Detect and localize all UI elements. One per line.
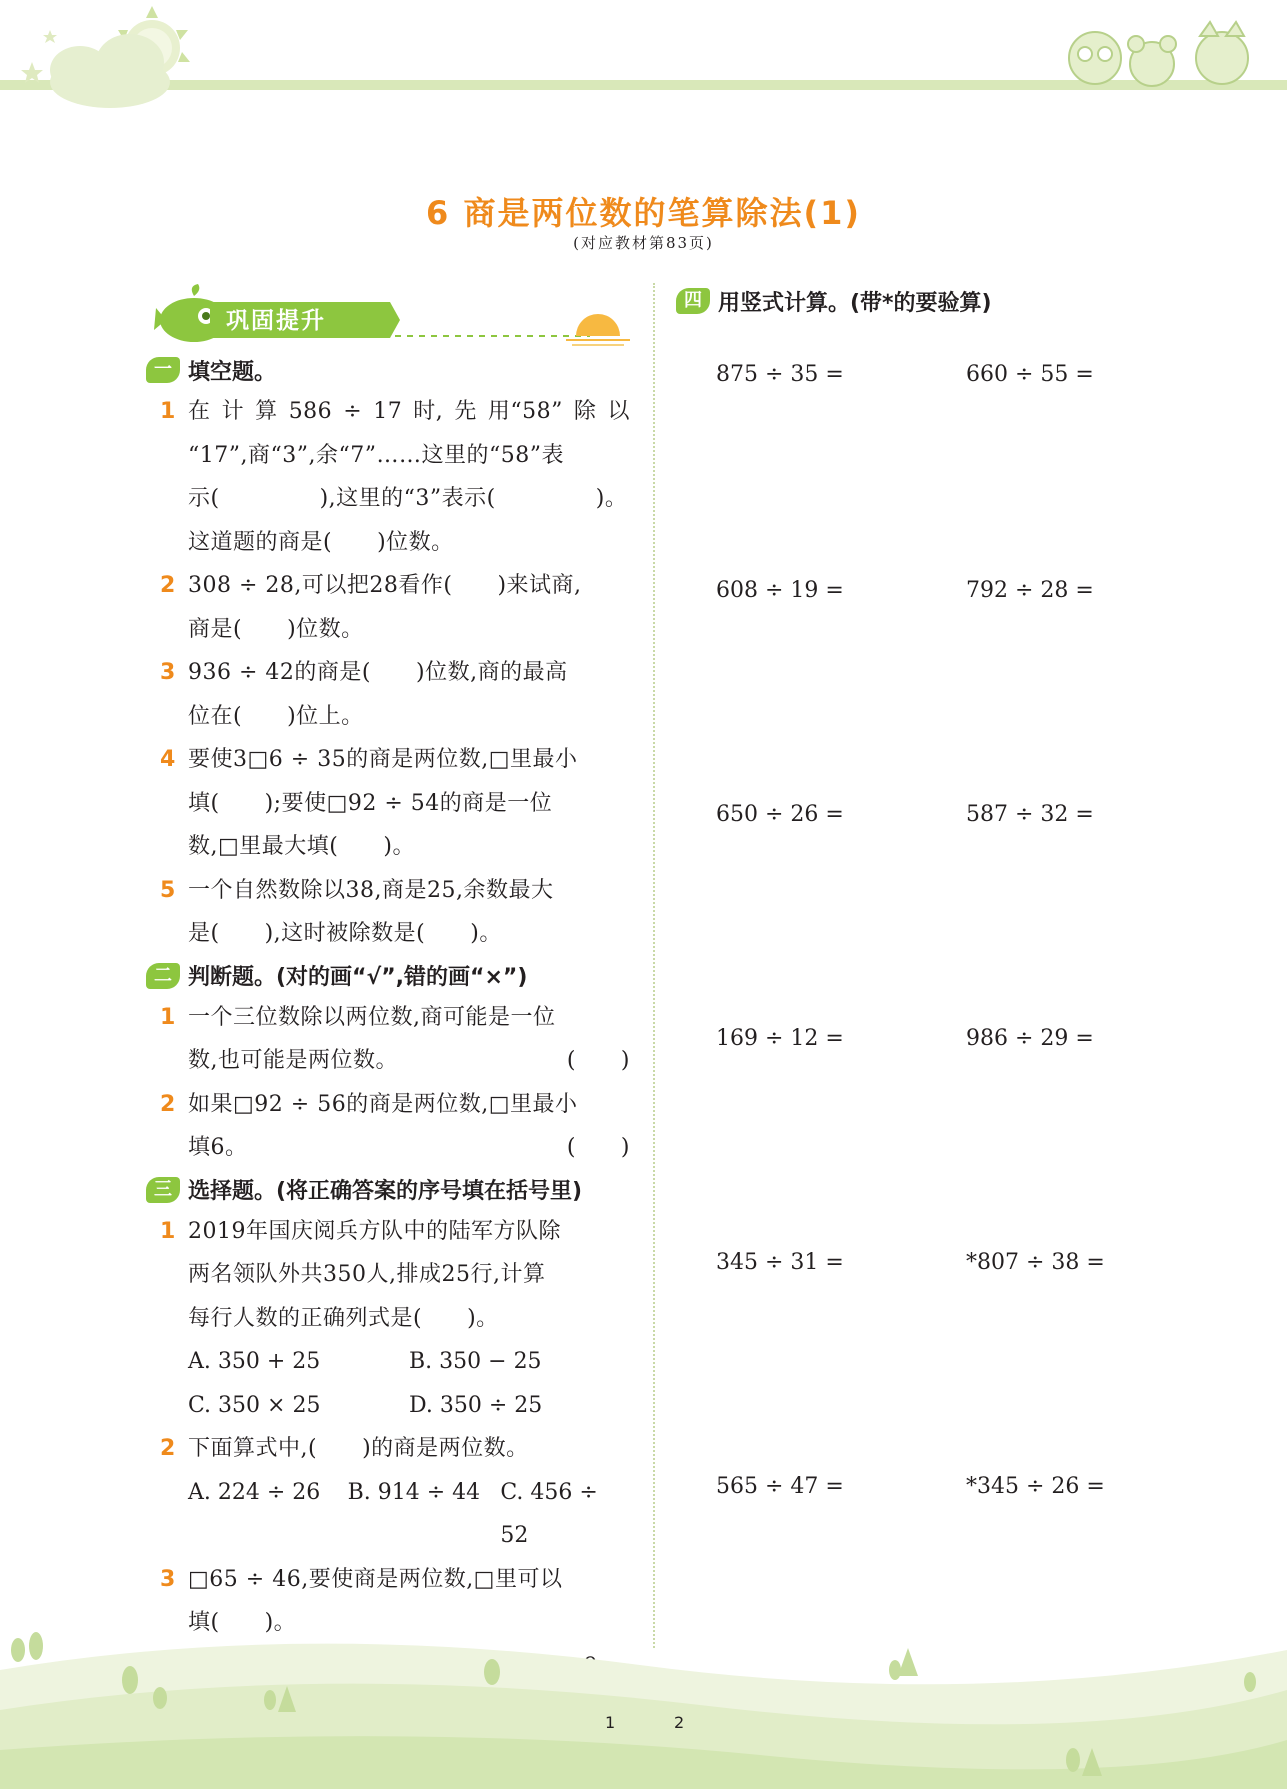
- calc-problem: *345 ÷ 26 =: [966, 1474, 1105, 1499]
- section-title: 填空题。: [188, 359, 277, 385]
- fill-question-1: [150, 390, 630, 564]
- question-line: 一个自然数除以38,商是25,余数最大: [188, 877, 554, 903]
- question-line: 位在( )位上。: [188, 703, 364, 729]
- section-judge-heading: [146, 956, 630, 996]
- question-line: 936 ÷ 42的商是( )位数,商的最高: [188, 660, 568, 685]
- fill-question-5: [150, 869, 630, 956]
- option-a[interactable]: A. 350 + 25: [188, 1349, 321, 1374]
- section-title: 判断题。(对的画“√”,错的画“×”): [188, 965, 528, 990]
- question-number: 4: [160, 747, 176, 772]
- question-line: “17”,商“3”,余“7”……这里的“58”表: [188, 442, 564, 468]
- section-vertical-heading: [676, 282, 1276, 320]
- answer-parentheses[interactable]: ( ): [566, 1048, 630, 1073]
- question-line: 商是( )位数。: [188, 616, 364, 642]
- question-line: 数,□里最大填( )。: [188, 834, 415, 859]
- question-number: 1: [160, 1218, 176, 1244]
- fill-question-2: [150, 564, 630, 651]
- calc-problem: 565 ÷ 47 =: [716, 1474, 844, 1499]
- option-c[interactable]: C. 456 ÷ 52: [500, 1479, 598, 1548]
- question-number: 5: [160, 877, 176, 903]
- question-line: 下面算式中,( )的商是两位数。: [188, 1436, 529, 1461]
- choose-question-1: [150, 1210, 630, 1428]
- question-line: 是( ),这时被除数是( )。: [188, 921, 502, 946]
- option-b[interactable]: B. 914 ÷ 44: [347, 1479, 481, 1505]
- option-d[interactable]: D. 350 ÷ 25: [409, 1392, 543, 1418]
- column-divider: [653, 283, 655, 1648]
- question-line: 两名领队外共350人,排成25行,计算: [188, 1262, 546, 1287]
- question-number: 2: [160, 1091, 176, 1117]
- animal-faces-icon: [1069, 22, 1248, 86]
- option-a[interactable]: A. 224 ÷ 26: [188, 1479, 321, 1505]
- page-title: 6 商是两位数的笔算除法(1): [426, 194, 861, 232]
- banner-label: 巩固提升: [226, 308, 326, 334]
- section-badge: 二: [146, 963, 180, 989]
- question-number: 2: [160, 1436, 176, 1461]
- question-number: 1: [160, 399, 176, 424]
- question-line: 要使3□6 ÷ 35的商是两位数,□里最小: [188, 747, 578, 772]
- question-line: 示( ),这里的“3”表示( )。: [188, 486, 628, 511]
- question-line: □65 ÷ 46,要使商是两位数,□里可以: [188, 1566, 563, 1592]
- calc-problem: 587 ÷ 32 =: [966, 802, 1094, 827]
- question-number: 1: [160, 1004, 176, 1030]
- option-b[interactable]: B. 350 − 25: [409, 1349, 542, 1374]
- header-decoration: [0, 0, 1287, 120]
- calc-problem: 660 ÷ 55 =: [966, 362, 1094, 387]
- question-number: 3: [160, 1566, 176, 1592]
- calc-problem: 169 ÷ 12 =: [716, 1026, 844, 1051]
- question-line: 这道题的商是( )位数。: [188, 529, 454, 555]
- fill-question-3: [150, 651, 630, 738]
- calc-problem: 608 ÷ 19 =: [716, 578, 844, 603]
- calc-problem: 345 ÷ 31 =: [716, 1250, 844, 1275]
- choose-question-2: [150, 1427, 630, 1558]
- question-number: 2: [160, 573, 176, 598]
- section-banner: [150, 280, 630, 350]
- footer-landscape: [0, 1630, 1287, 1789]
- calc-problem: 650 ÷ 26 =: [716, 802, 844, 827]
- question-line: 2019年国庆阅兵方队中的陆军方队除: [188, 1218, 561, 1244]
- section-badge: 一: [146, 357, 180, 383]
- calc-problem: 986 ÷ 29 =: [966, 1026, 1094, 1051]
- calc-problem: 875 ÷ 35 =: [716, 362, 844, 387]
- cloud-icon: [50, 34, 170, 108]
- question-number: 3: [160, 660, 176, 685]
- option-row: [188, 1384, 630, 1428]
- left-column: [150, 280, 630, 1688]
- answer-parentheses[interactable]: ( ): [566, 1135, 630, 1160]
- option-row: [188, 1471, 630, 1558]
- question-line: 308 ÷ 28,可以把28看作( )来试商,: [188, 573, 582, 598]
- section-title: 选择题。(将正确答案的序号填在括号里): [188, 1179, 583, 1204]
- question-line: 填( );要使□92 ÷ 54的商是一位: [188, 790, 553, 816]
- page-subtitle: (对应教材第83页): [573, 234, 714, 252]
- question-line: 填6。 ( ): [188, 1126, 630, 1170]
- option-c[interactable]: C. 350 × 25: [188, 1392, 321, 1418]
- judge-question-1: [150, 996, 630, 1083]
- sunset-icon: [566, 314, 630, 345]
- page-number-right: 2: [674, 1713, 685, 1732]
- fill-question-4: [150, 738, 630, 869]
- section-badge: 四: [676, 288, 710, 314]
- section-fill-heading: [146, 350, 630, 390]
- option-row: [188, 1340, 630, 1384]
- question-line: 每行人数的正确列式是( )。: [188, 1305, 499, 1331]
- question-line: 数,也可能是两位数。 ( ): [188, 1039, 630, 1083]
- judge-question-2: [150, 1083, 630, 1170]
- section-title: 用竖式计算。(带*的要验算): [718, 290, 992, 316]
- question-line: 如果□92 ÷ 56的商是两位数,□里最小: [188, 1091, 578, 1117]
- page-number-left: 1: [605, 1713, 616, 1732]
- calc-problem: *807 ÷ 38 =: [966, 1250, 1105, 1275]
- question-line: 填( )。: [188, 1610, 297, 1635]
- calc-problem: 792 ÷ 28 =: [966, 578, 1094, 603]
- title-container: [0, 188, 1287, 234]
- section-choose-heading: [146, 1170, 630, 1210]
- question-line: 一个三位数除以两位数,商可能是一位: [188, 1004, 556, 1030]
- right-column: [676, 282, 1276, 1520]
- calculation-grid: [676, 320, 1276, 1520]
- section-badge: 三: [146, 1177, 180, 1203]
- question-line: 在 计 算 586 ÷ 17 时, 先 用“58” 除 以: [188, 399, 630, 424]
